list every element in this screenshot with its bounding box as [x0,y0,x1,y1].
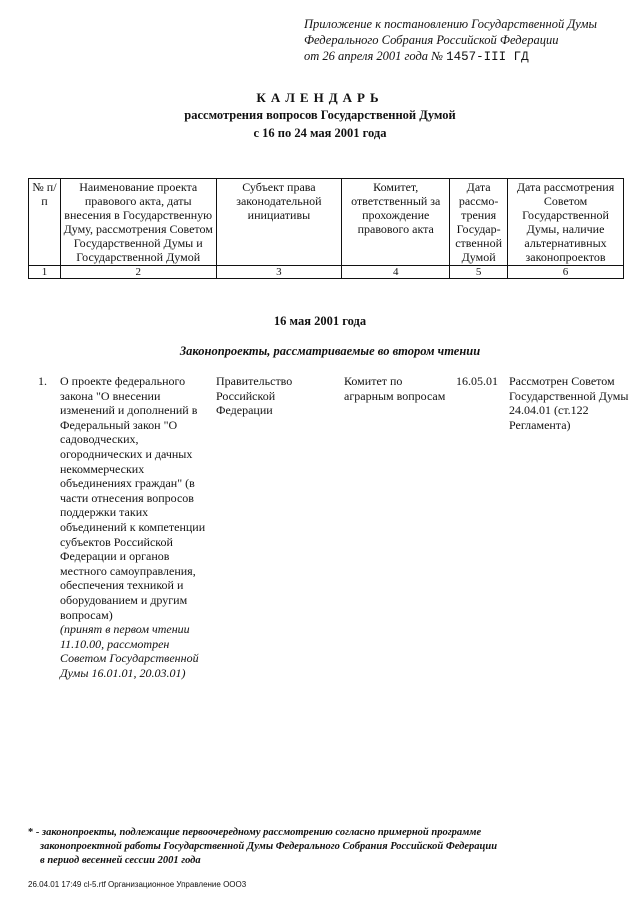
column-number: 4 [342,266,450,279]
header-council-date: Дата рассмотрения Советом Государственной Думы, наличие альтернативных законопроектов [508,179,624,266]
header-name: Наименование проекта правового акта, даты внесения в Государственную Думу, рассмотрения Советом Государственной Думы и Государственной Думой [60,179,216,266]
entry-name [60,374,208,680]
appendix-date: от 26 апреля 2001 года [304,49,429,63]
date-heading: 16 мая 2001 года [273,314,367,328]
entry-subject: Правительство Российской Федерации [216,374,293,418]
appendix-note [304,16,634,65]
appendix-line-3 [304,48,634,65]
calendar-header-table [28,178,624,279]
column-number: 3 [216,266,342,279]
entry-committee: Комитет по аграрным вопросам [344,374,446,403]
footnote [28,826,628,868]
document-subtitle: рассмотрения вопросов Государственной Думой [184,108,456,122]
column-number: 5 [450,266,508,279]
section-heading: Законопроекты, рассматриваемые во втором чтении [179,344,481,358]
print-footer: 26.04.01 17:49 cl-5.rtf Организационное Управление ООО3 [28,880,247,889]
entry-name-note: (принят в первом чтении 11.10.00, рассмотрен Советом Государственной Думы 16.01.01, 20.03.01) [60,622,199,680]
column-number: 1 [29,266,61,279]
entry-date: 16.05.01 [456,374,498,388]
number-sign: № [431,49,443,63]
appendix-line-2: Федерального Собрания Российской Федерации [304,33,559,47]
header-row [29,179,624,266]
header-subject: Субъект права законодательной инициативы [216,179,342,266]
entry-name-text: О проекте федерального закона "О внесении изменений и дополнений в Федеральный закон "О садоводческих, огороднических и дачных некоммерческих объединениях граждан" (в части отнесения вопросов поддержки таких объединений к компетенции субъектов Российской Федерации и органов местного самоуправления, обеспечения техникой и оборудованием и другим вопросам) [60,374,206,622]
appendix-line-1: Приложение к постановлению Государственной Думы [304,17,597,31]
column-number: 6 [508,266,624,279]
header-committee: Комитет, ответственный за прохождение правового акта [342,179,450,266]
footnote-line-2: законопроектной работы Государственной Думы Федерального Собрания Российской Федерации [40,841,498,852]
entry-number: 1. [38,374,47,388]
header-duma-date: Дата рассмо-трения Государ-ственной Думой [450,179,508,266]
document-title: КАЛЕНДАРЬ [256,90,384,105]
header-number: № п/п [29,179,61,266]
document-period: с 16 по 24 мая 2001 года [253,126,387,140]
footnote-line-3: в период весенней сессии 2001 года [40,855,201,866]
resolution-number: 1457-III ГД [446,50,529,64]
footnote-star: * [28,827,34,838]
footnote-line-1: - законопроекты, подлежащие первоочередному рассмотрению согласно примерной программе [35,827,482,838]
column-numbers-row [29,266,624,279]
column-number: 2 [60,266,216,279]
entry-review: Рассмотрен Советом Государственной Думы 24.04.01 (ст.122 Регламента) [509,374,629,432]
